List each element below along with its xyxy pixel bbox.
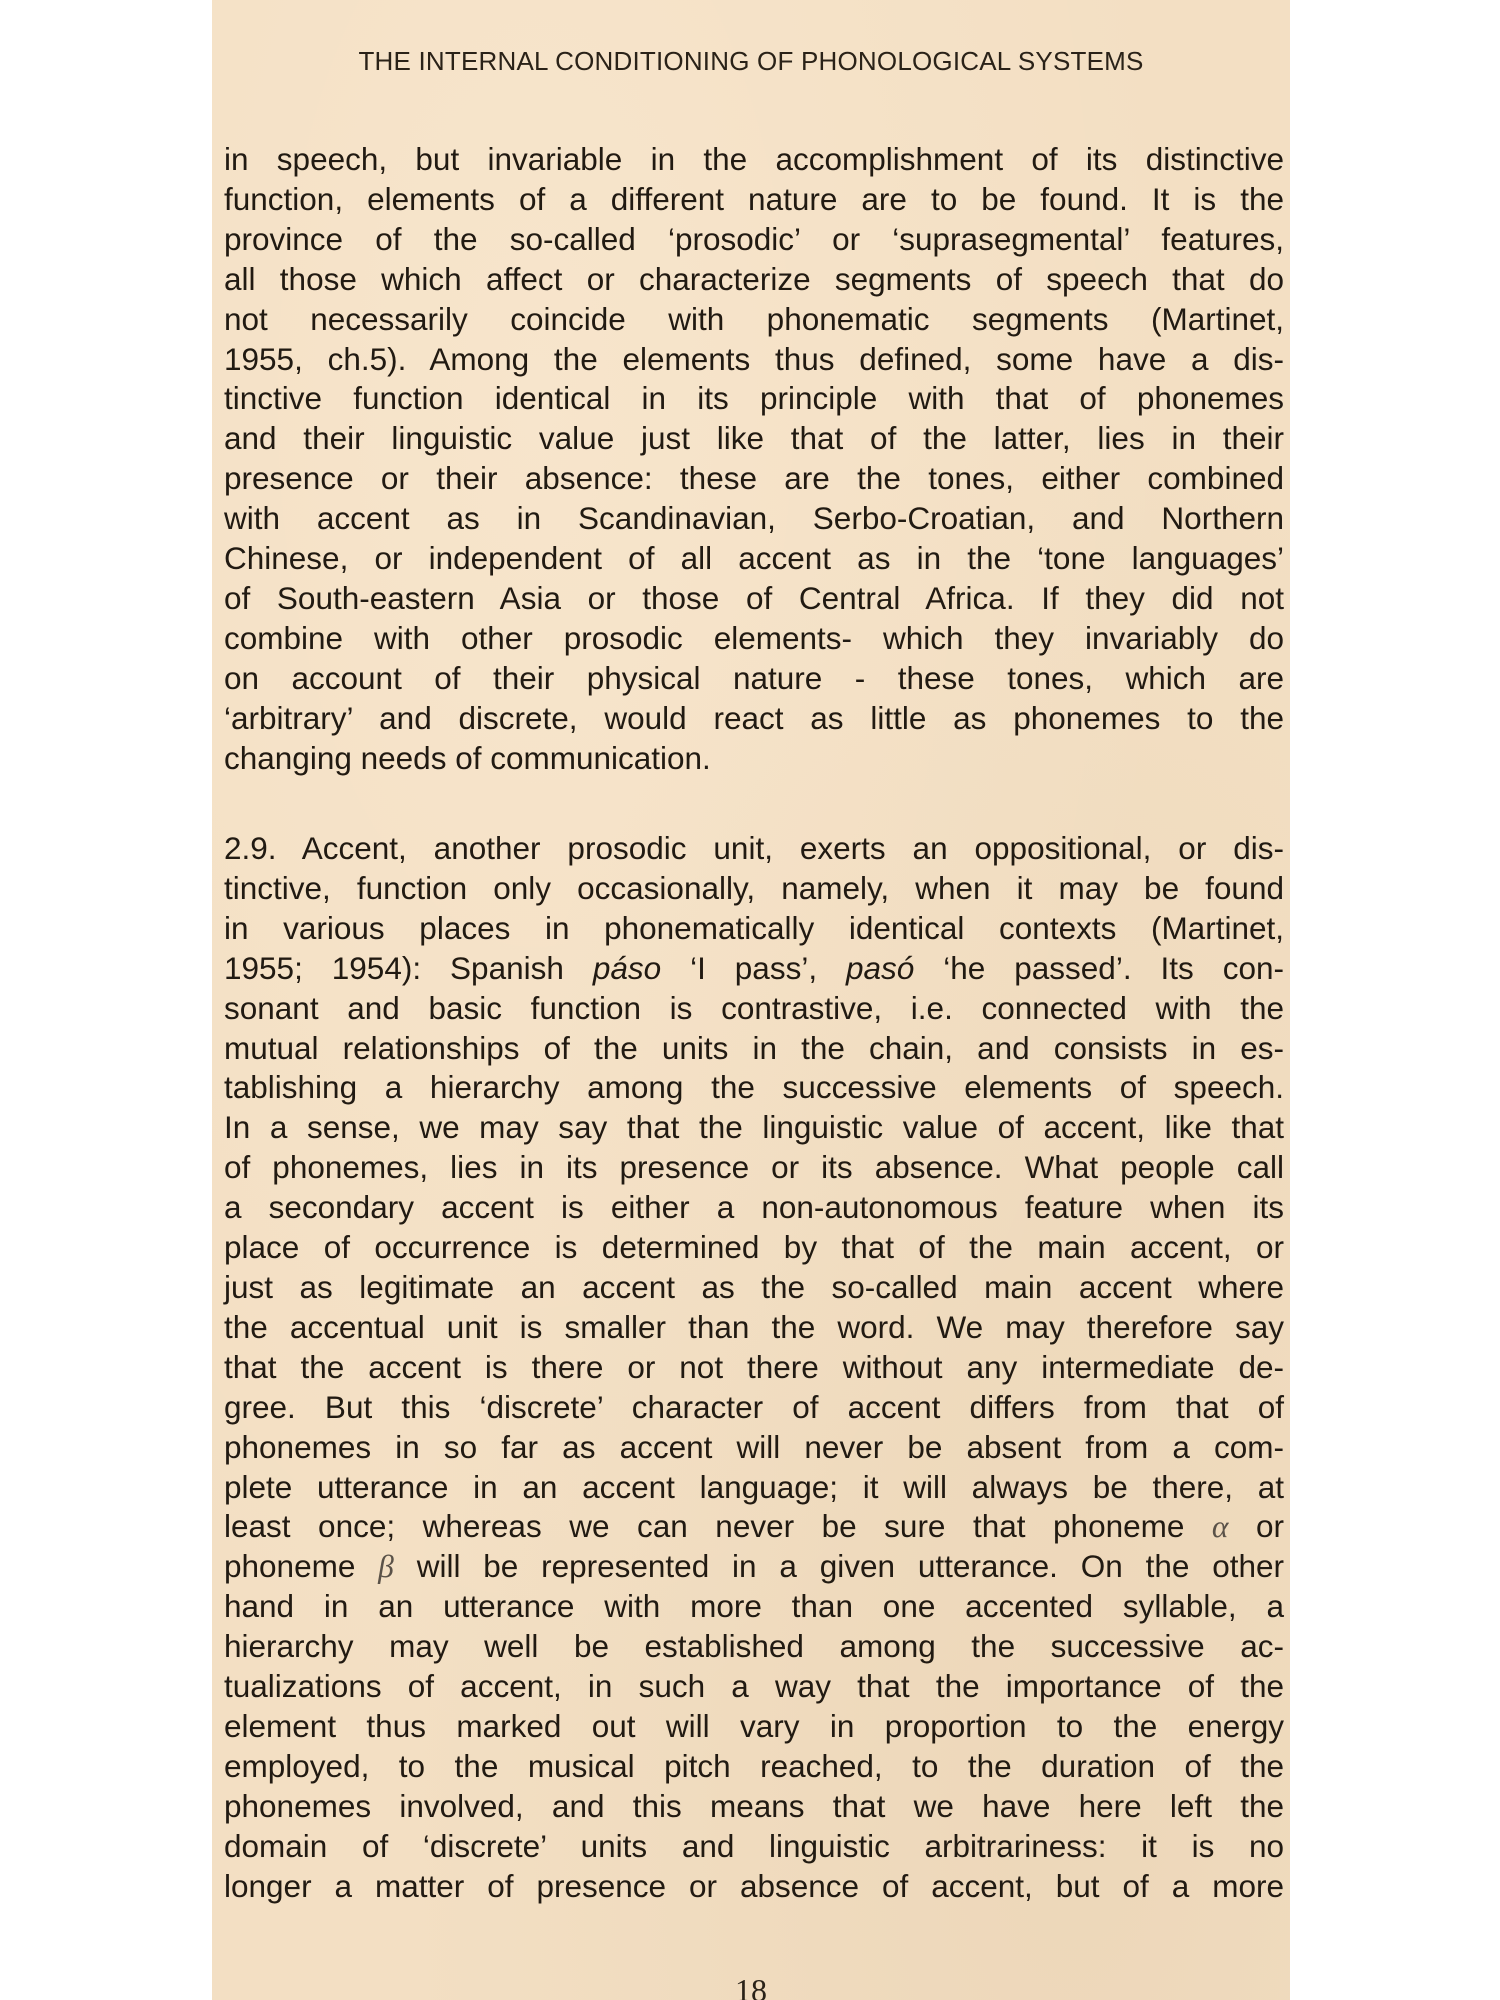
text-line: with accent as in Scandinavian, Serbo-Croatian, and Northern xyxy=(224,500,1284,537)
text-span: phoneme xyxy=(224,1548,379,1585)
text-line: combine with other prosodic elements- which they invariably do xyxy=(224,619,1284,656)
text-line-spanish-example xyxy=(224,949,1284,989)
text-line: gree. But this ‘discrete’ character of accent differs from that of xyxy=(224,1388,1284,1425)
text-line: tinctive function identical in its principle with that of phonemes xyxy=(224,380,1284,417)
beta-symbol: β xyxy=(378,1549,394,1585)
book-page xyxy=(212,0,1290,2000)
paragraph-accent xyxy=(224,829,1284,1906)
alpha-symbol: α xyxy=(1211,1509,1229,1545)
text-line: in speech, but invariable in the accomplishment of its distinctive xyxy=(224,141,1284,177)
text-line: 2.9. Accent, another prosodic unit, exerts an oppositional, or dis- xyxy=(224,830,1284,866)
text-line-beta xyxy=(224,1547,1284,1587)
text-line: of phonemes, lies in its presence or its absence. What people call xyxy=(224,1149,1284,1186)
text-line: employed, to the musical pitch reached, to the duration of the xyxy=(224,1747,1284,1784)
text-line: hand in an utterance with more than one accented syllable, a xyxy=(224,1588,1284,1625)
paragraph-prosodic-features xyxy=(224,140,1284,779)
text-span: will be represented in a given utterance. On the other xyxy=(393,1548,1284,1585)
text-line: ‘arbitrary’ and discrete, would react as little as phonemes to the xyxy=(224,699,1284,736)
text-line: mutual relationships of the units in the chain, and consists in es- xyxy=(224,1029,1284,1066)
text-line: province of the so-called ‘prosodic’ or ‘suprasegmental’ features, xyxy=(224,220,1284,257)
text-span: 1955; 1954): Spanish xyxy=(224,949,593,986)
text-line: of South-eastern Asia or those of Central Africa. If they did not xyxy=(224,579,1284,616)
text-line: function, elements of a different nature are to be found. It is the xyxy=(224,180,1284,217)
text-line: all those which affect or characterize segments of speech that do xyxy=(224,260,1284,297)
text-line: phonemes involved, and this means that we have here left the xyxy=(224,1787,1284,1824)
text-line: a secondary accent is either a non-autonomous feature when its xyxy=(224,1189,1284,1226)
text-line: on account of their physical nature - these tones, which are xyxy=(224,659,1284,696)
spanish-word-paso-1: páso xyxy=(592,949,662,986)
text-span: ‘he passed’. Its con- xyxy=(914,949,1285,986)
text-line: tinctive, function only occasionally, namely, when it may be found xyxy=(224,869,1284,906)
page-number: 18 xyxy=(735,1972,767,2000)
text-line: phonemes in so far as accent will never be absent from a com- xyxy=(224,1428,1284,1465)
text-span: or xyxy=(1228,1508,1284,1545)
text-line: the accentual unit is smaller than the word. We may therefore say xyxy=(224,1308,1284,1345)
text-line: plete utterance in an accent language; it will always be there, at xyxy=(224,1468,1284,1505)
text-line: in various places in phonematically identical contexts (Martinet, xyxy=(224,909,1284,946)
text-line: that the accent is there or not there without any intermediate de- xyxy=(224,1348,1284,1385)
text-line: Chinese, or independent of all accent as in the ‘tone languages’ xyxy=(224,540,1284,577)
text-line: sonant and basic function is contrastive, i.e. connected with the xyxy=(224,989,1284,1026)
text-line: tablishing a hierarchy among the successive elements of speech. xyxy=(224,1069,1284,1106)
text-line: changing needs of communication. xyxy=(224,739,711,776)
text-line: element thus marked out will vary in proportion to the energy xyxy=(224,1707,1284,1744)
text-line: In a sense, we may say that the linguistic value of accent, like that xyxy=(224,1109,1284,1146)
text-line: just as legitimate an accent as the so-called main accent where xyxy=(224,1268,1284,1305)
running-head: THE INTERNAL CONDITIONING OF PHONOLOGICAL SYSTEMS xyxy=(358,46,1144,76)
text-span: ‘I pass’, xyxy=(661,949,847,986)
text-span: least once; whereas we can never be sure that phoneme xyxy=(224,1508,1212,1545)
text-line: domain of ‘discrete’ units and linguistic arbitrariness: it is no xyxy=(224,1827,1284,1864)
text-line: 1955, ch.5). Among the elements thus defined, some have a dis- xyxy=(224,340,1284,377)
text-line: place of occurrence is determined by that of the main accent, or xyxy=(224,1229,1284,1266)
text-line: and their linguistic value just like that of the latter, lies in their xyxy=(224,420,1284,457)
text-line: hierarchy may well be established among the successive ac- xyxy=(224,1628,1284,1665)
text-line: tualizations of accent, in such a way that the importance of the xyxy=(224,1668,1284,1705)
text-line: not necessarily coincide with phonematic segments (Martinet, xyxy=(224,300,1284,337)
spanish-word-paso-2: pasó xyxy=(846,949,915,986)
text-line: longer a matter of presence or absence of accent, but of a more xyxy=(224,1867,1284,1904)
text-line: presence or their absence: these are the tones, either combined xyxy=(224,460,1284,497)
text-line-alpha xyxy=(224,1507,1284,1547)
